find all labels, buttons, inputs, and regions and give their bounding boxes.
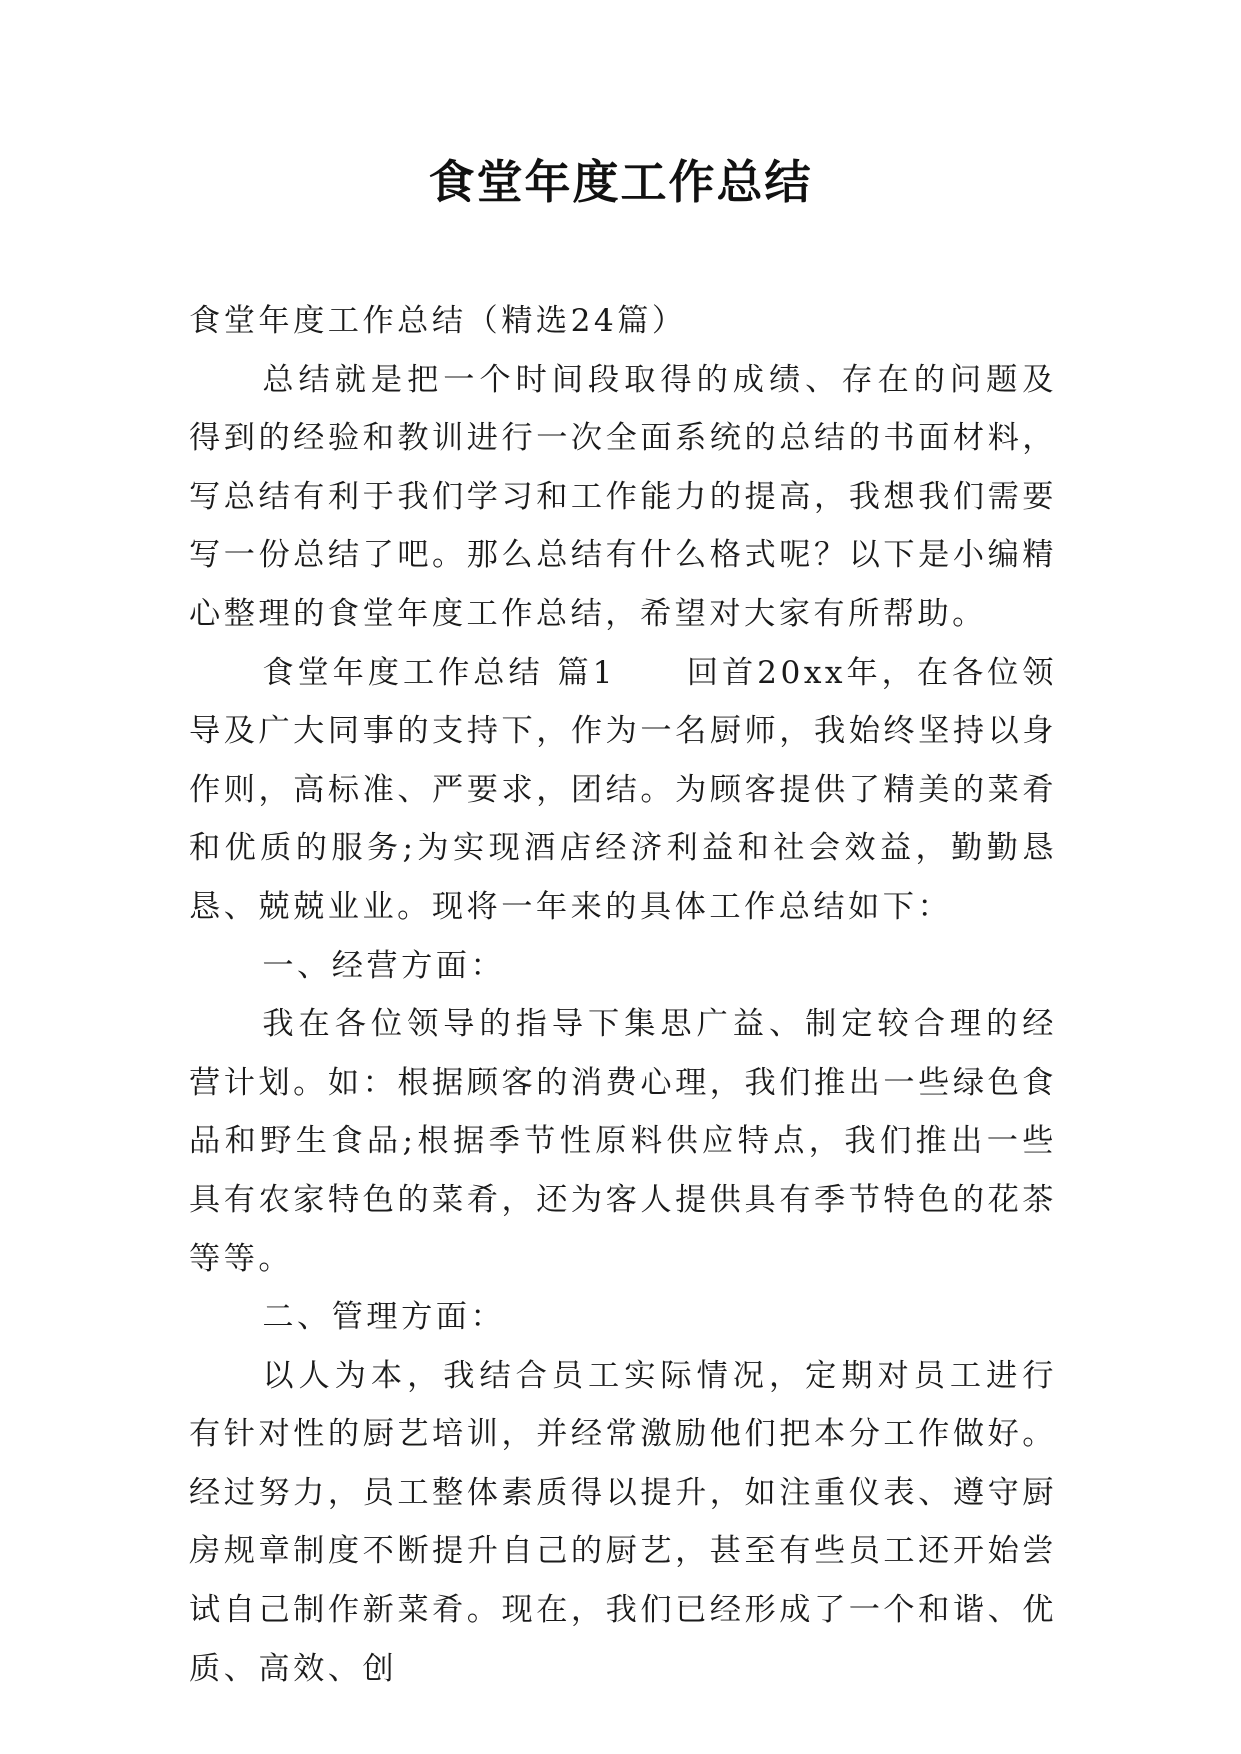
- section-heading-management: 二、管理方面：: [262, 1299, 506, 1336]
- paragraph-operations: 我在各位领导的指导下集思广益、制定较合理的经营计划。如：根据顾客的消费心理，我们推出一些绿色食品和野生食品;根据季节性原料供应特点，我们推出一些具有农家特色的菜肴，还为客人提供具有季节特色的花茶等等。: [189, 1006, 1057, 1277]
- paragraph-management: 以人为本，我结合员工实际情况，定期对员工进行有针对性的厨艺培训，并经常激励他们把本分工作做好。经过努力，员工整体素质得以提升，如注重仪表、遵守厨房规章制度不断提升自己的厨艺，甚至有些员工还开始尝试自己制作新菜肴。现在，我们已经形成了一个和谐、优质、高效、创: [189, 1357, 1057, 1687]
- document-title: 食堂年度工作总结: [428, 155, 813, 209]
- section-heading-operations: 一、经营方面：: [262, 947, 506, 984]
- paragraph-article-1: 食堂年度工作总结 篇1 回首20xx年，在各位领导及广大同事的支持下，作为一名厨师，我始终坚持以身作则，高标准、严要求，团结。为顾客提供了精美的菜肴和优质的服务;为实现酒店经济利益和社会效益，勤勤恳恳、兢兢业业。现将一年来的具体工作总结如下：: [189, 654, 1057, 925]
- paragraph-intro: 总结就是把一个时间段取得的成绩、存在的问题及得到的经验和教训进行一次全面系统的总结的书面材料，写总结有利于我们学习和工作能力的提高，我想我们需要写一份总结了吧。那么总结有什么格式呢？以下是小编精心整理的食堂年度工作总结，希望对大家有所帮助。: [189, 361, 1057, 632]
- paragraph-subtitle: 食堂年度工作总结（精选24篇）: [189, 303, 687, 339]
- document-body: [189, 292, 1057, 1698]
